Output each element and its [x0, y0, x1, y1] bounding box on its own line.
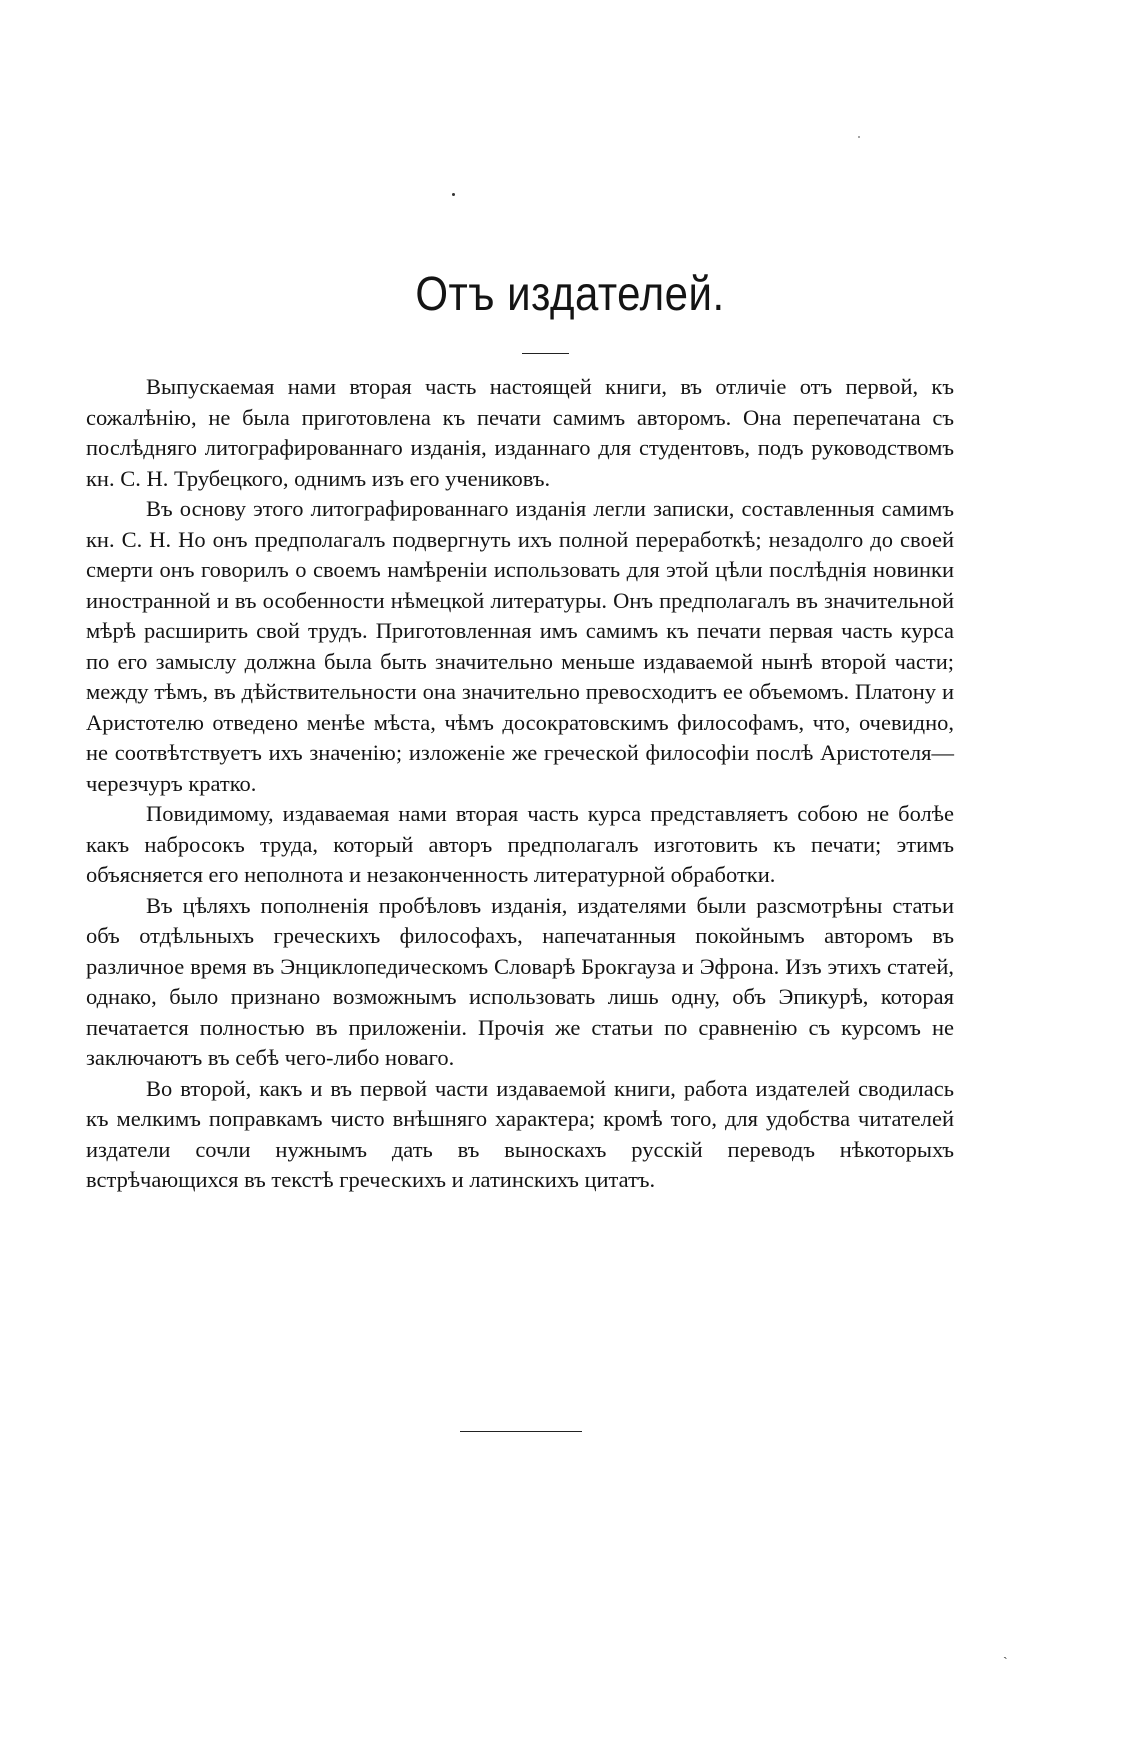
paragraph: Въ основу этого литографированнаго изданія легли записки, составленныя самимъ кн. С. Н. Но онъ предполагалъ подвергнуть ихъ полной переработкѣ; незадолго до своей смерти онъ говорилъ о своемъ намѣреніи использовать для этой цѣли послѣднія новинки иностранной и въ особенности нѣмецкой литературы. Онъ предполагалъ въ значительной мѣрѣ расширить свой трудъ. Приготовленная имъ самимъ къ печати первая часть курса по его замыслу должна была быть значительно меньше издаваемой нынѣ второй части; между тѣмъ, въ дѣйствительности она значительно превосходитъ ее объемомъ. Платону и Аристотелю отведено менѣе мѣста, чѣмъ досократовскимъ философамъ, что, очевидно, не соотвѣтствуетъ ихъ значенію; изложеніе же греческой философіи послѣ Аристотеля—черезчуръ кратко.	[86, 496, 954, 796]
end-divider	[460, 1431, 582, 1432]
print-speck	[452, 193, 455, 196]
paragraph: Повидимому, издаваемая нами вторая часть курса представляетъ собою не болѣе какъ набросокъ труда, который авторъ предполагалъ изготовить къ печати; этимъ объясняется его неполнота и незаконченность литературной обработки.	[86, 801, 954, 887]
paragraph: Во второй, какъ и въ первой части издаваемой книги, работа издателей сводилась къ мелкимъ поправкамъ чисто внѣшняго характера; кромѣ того, для удобства читателей издатели сочли нужнымъ дать въ выноскахъ русскій переводъ нѣкоторыхъ встрѣчающихся въ текстѣ греческихъ и латинскихъ цитатъ.	[86, 1075, 954, 1192]
title-divider	[522, 353, 569, 354]
preface-body	[86, 372, 954, 1196]
page-title: Отъ издателей.	[415, 266, 725, 321]
corner-mark: ˏ	[1003, 1645, 1008, 1660]
paragraph: Выпускаемая нами вторая часть настоящей книги, въ отличіе отъ первой, къ сожалѣнію, не была приготовлена къ печати самимъ авторомъ. Она перепечатана съ послѣдняго литографированнаго изданія, изданнаго для студентовъ, подъ руководствомъ кн. С. Н. Трубецкого, однимъ изъ его учениковъ.	[86, 374, 954, 491]
print-speck	[858, 136, 860, 138]
paragraph: Въ цѣляхъ пополненія пробѣловъ изданія, издателями были разсмотрѣны статьи объ отдѣльныхъ греческихъ философахъ, напечатанныя покойнымъ авторомъ въ различное время въ Энциклопедическомъ Словарѣ Брокгауза и Эфрона. Изъ этихъ статей, однако, было признано возможнымъ использовать лишь одну, объ Эпикурѣ, которая печатается полностью въ приложеніи. Прочія же статьи по сравненію съ курсомъ не заключаютъ въ себѣ чего-либо новаго.	[86, 892, 954, 1070]
